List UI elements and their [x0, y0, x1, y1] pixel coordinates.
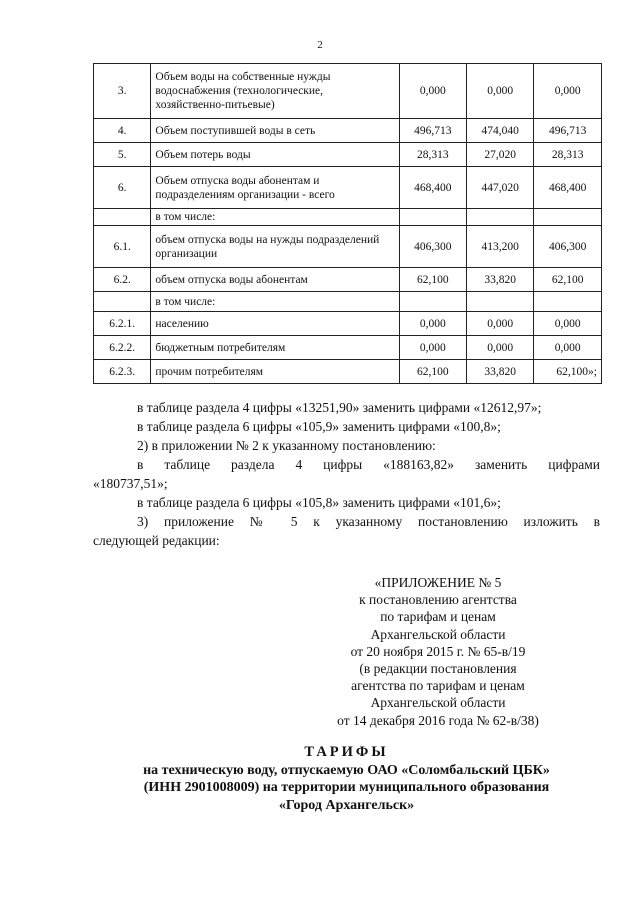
- value-cell: 406,300: [399, 226, 466, 268]
- appendix-line: по тарифам и ценам: [380, 609, 496, 625]
- value-cell: 447,020: [466, 167, 533, 209]
- value-cell: 27,020: [466, 143, 533, 167]
- body-paragraph: 3) приложение № 5 к указанному постановлению изложить в: [137, 514, 600, 529]
- body-paragraph: в таблице раздела 6 цифры «105,9» заменить цифрами «100,8»;: [137, 419, 501, 434]
- value-cell: 0,000: [399, 312, 466, 336]
- table-row: [94, 167, 602, 209]
- value-cell: [399, 209, 466, 226]
- row-number: 6.2.: [94, 268, 151, 292]
- title-heading: ТАРИФЫ: [304, 744, 389, 760]
- row-number: 5.: [94, 143, 151, 167]
- row-label: в том числе:: [151, 209, 399, 226]
- water-volume-table: [93, 63, 602, 384]
- row-number: 6.: [94, 167, 151, 209]
- appendix-line: Архангельской области: [370, 626, 506, 642]
- row-label: бюджетным потребителям: [151, 336, 399, 360]
- appendix-line: к постановлению агентства: [359, 592, 517, 608]
- value-cell: 0,000: [466, 312, 533, 336]
- value-cell: 62,100»;: [534, 360, 602, 384]
- value-cell: 62,100: [399, 268, 466, 292]
- row-number: 4.: [94, 119, 151, 143]
- value-cell: 0,000: [399, 64, 466, 119]
- value-cell: 0,000: [534, 312, 602, 336]
- value-cell: 406,300: [534, 226, 602, 268]
- body-paragraph: в таблице раздела 4 цифры «188163,82» заменить цифрами: [137, 457, 600, 472]
- body-paragraph: «180737,51»;: [93, 476, 168, 491]
- title-line: на техническую воду, отпускаемую ОАО «Соломбальский ЦБК»: [143, 762, 550, 778]
- table-row: [94, 209, 602, 226]
- row-number: 6.2.3.: [94, 360, 151, 384]
- row-number: 6.2.2.: [94, 336, 151, 360]
- title-line: (ИНН 2901008009) на территории муниципального образования: [143, 780, 550, 795]
- row-number: 3.: [94, 64, 151, 119]
- appendix-header: [318, 574, 558, 729]
- value-cell: 468,400: [534, 167, 602, 209]
- tariffs-title: [93, 744, 600, 814]
- row-label: Объем отпуска воды абонентам и подразделениям организации - всего: [151, 167, 399, 209]
- value-cell: [534, 292, 602, 312]
- appendix-line: (в редакции постановления: [359, 661, 517, 677]
- row-label: объем отпуска воды на нужды подразделений организации: [151, 226, 399, 268]
- table-row: [94, 360, 602, 384]
- row-label: населению: [151, 312, 399, 336]
- value-cell: [466, 209, 533, 226]
- row-number: 6.1.: [94, 226, 151, 268]
- body-paragraph: в таблице раздела 4 цифры «13251,90» заменить цифрами «12612,97»;: [137, 400, 542, 415]
- row-number: [94, 209, 151, 226]
- row-label: Объем потерь воды: [151, 143, 399, 167]
- appendix-line: от 14 декабря 2016 года № 62-в/38): [337, 712, 539, 728]
- page-number: 2: [317, 39, 323, 51]
- value-cell: 0,000: [534, 336, 602, 360]
- table-row: [94, 268, 602, 292]
- title-line: «Город Архангельск»: [278, 797, 415, 813]
- appendix-line: агентства по тарифам и ценам: [351, 678, 525, 694]
- value-cell: 474,040: [466, 119, 533, 143]
- value-cell: 33,820: [466, 360, 533, 384]
- value-cell: 0,000: [466, 336, 533, 360]
- table-row: [94, 292, 602, 312]
- row-label: в том числе:: [151, 292, 399, 312]
- appendix-line: Архангельской области: [370, 695, 506, 711]
- row-label: Объем поступившей воды в сеть: [151, 119, 399, 143]
- body-paragraph: 2) в приложении № 2 к указанному постановлению:: [137, 438, 436, 453]
- row-number: 6.2.1.: [94, 312, 151, 336]
- body-paragraph: следующей редакции:: [93, 533, 220, 548]
- value-cell: 28,313: [534, 143, 602, 167]
- appendix-line: от 20 ноября 2015 г. № 65-в/19: [350, 643, 526, 659]
- value-cell: 496,713: [399, 119, 466, 143]
- value-cell: [534, 209, 602, 226]
- appendix-line: «ПРИЛОЖЕНИЕ № 5: [374, 575, 502, 590]
- value-cell: 28,313: [399, 143, 466, 167]
- value-cell: 33,820: [466, 268, 533, 292]
- value-cell: 496,713: [534, 119, 602, 143]
- row-label: Объем воды на собственные нужды водоснабжения (технологические, хозяйственно-питьевые): [151, 64, 399, 119]
- body-paragraph: в таблице раздела 6 цифры «105,8» заменить цифрами «101,6»;: [137, 495, 501, 510]
- row-label: объем отпуска воды абонентам: [151, 268, 399, 292]
- value-cell: [399, 292, 466, 312]
- table-row: [94, 226, 602, 268]
- table-row: [94, 143, 602, 167]
- value-cell: [466, 292, 533, 312]
- value-cell: 468,400: [399, 167, 466, 209]
- row-number: [94, 292, 151, 312]
- table-row: [94, 119, 602, 143]
- table-row: [94, 64, 602, 119]
- row-label: прочим потребителям: [151, 360, 399, 384]
- value-cell: 62,100: [399, 360, 466, 384]
- value-cell: 413,200: [466, 226, 533, 268]
- value-cell: 0,000: [466, 64, 533, 119]
- table-row: [94, 336, 602, 360]
- value-cell: 62,100: [534, 268, 602, 292]
- value-cell: 0,000: [399, 336, 466, 360]
- value-cell: 0,000: [534, 64, 602, 119]
- table-row: [94, 312, 602, 336]
